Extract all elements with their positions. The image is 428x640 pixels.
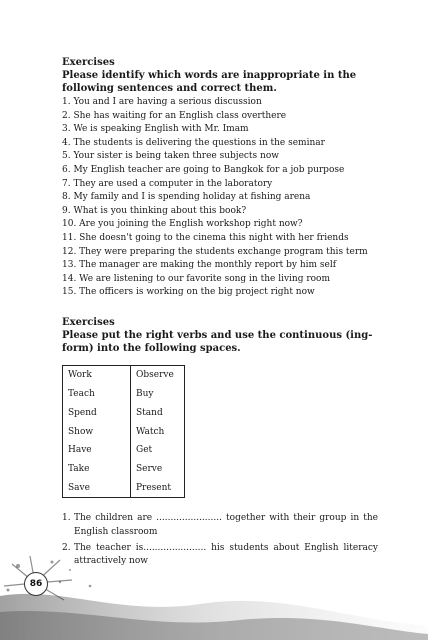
table-cell: Save xyxy=(63,479,131,498)
list-item: 9. What is you thinking about this book? xyxy=(62,205,247,216)
table-cell: Take xyxy=(63,460,131,479)
list-item: 15. The officers is working on the big project right now xyxy=(62,287,315,298)
footer-splash-decoration xyxy=(0,556,428,640)
list-item: 2. She has waiting for an English class overthere xyxy=(62,110,287,121)
table-cell: Buy xyxy=(136,389,154,400)
section-spacer xyxy=(62,300,378,316)
list-item: 8. My family and I is spending holiday at fishing arena xyxy=(62,192,311,203)
item-text: The teacher is...................... his students about English literacy attractively now xyxy=(74,542,378,567)
table-cell: Teach xyxy=(63,385,131,404)
table-cell: Stand xyxy=(136,407,163,418)
table-cell: Observe xyxy=(136,370,174,381)
list-item: 10. Are you joining the English workshop right now? xyxy=(62,219,303,230)
list-item: 7. They are used a computer in the laboratory xyxy=(62,178,273,189)
item-text: The children are ....................... together with their group in the English classroom xyxy=(74,513,378,538)
table-row xyxy=(63,404,185,423)
section-instruction: Please put the right verbs and use the continuous (ing-form) into the following spaces. xyxy=(62,329,373,354)
section-heading: Exercises xyxy=(62,57,115,68)
table-row xyxy=(63,422,185,441)
section-heading: Exercises xyxy=(62,316,115,328)
table-row xyxy=(63,441,185,460)
table-row xyxy=(63,479,185,498)
exercise-section-1 xyxy=(62,56,378,300)
list-item: 6. My English teacher are going to Bangkok for a job purpose xyxy=(62,164,345,175)
table-cell: Get xyxy=(136,445,153,456)
item-number: 2. xyxy=(62,542,71,553)
list-item: 1. You and I are having a serious discussion xyxy=(62,97,262,107)
table-cell: Watch xyxy=(136,426,165,437)
list-item: 13. The manager are making the monthly report by him self xyxy=(62,260,337,271)
page-content xyxy=(62,56,378,571)
exercise-section-2 xyxy=(62,316,378,569)
table-cell: Present xyxy=(136,483,172,494)
list-item: 14. We are listening to our favorite song in the living room xyxy=(62,273,331,284)
table-row xyxy=(63,460,185,479)
list-item: 11. She doesn't going to the cinema this night with her friends xyxy=(62,232,349,243)
list-item: 12. They were preparing the students exchange program this term xyxy=(62,246,368,257)
list-item: 5. Your sister is being taken three subjects now xyxy=(62,151,279,162)
table-cell: Spend xyxy=(63,404,131,423)
table-cell: Show xyxy=(63,422,131,441)
table-row xyxy=(63,385,185,404)
table-cell: Serve xyxy=(136,464,163,475)
exercise-list xyxy=(62,96,378,300)
page-number-badge: 86 xyxy=(24,572,48,596)
table-cell: Have xyxy=(63,441,131,460)
section-instruction: Please identify which words are inappropriate in the following sentences and correct them. xyxy=(62,70,357,94)
verb-table xyxy=(62,365,185,499)
list-item: 4. The students is delivering the questions in the seminar xyxy=(62,137,325,148)
list-item xyxy=(62,512,378,539)
list-item: 3. We is speaking English with Mr. Imam xyxy=(62,124,249,135)
table-row xyxy=(63,365,185,384)
table-cell: Work xyxy=(63,365,131,384)
item-number: 1. xyxy=(62,513,71,524)
